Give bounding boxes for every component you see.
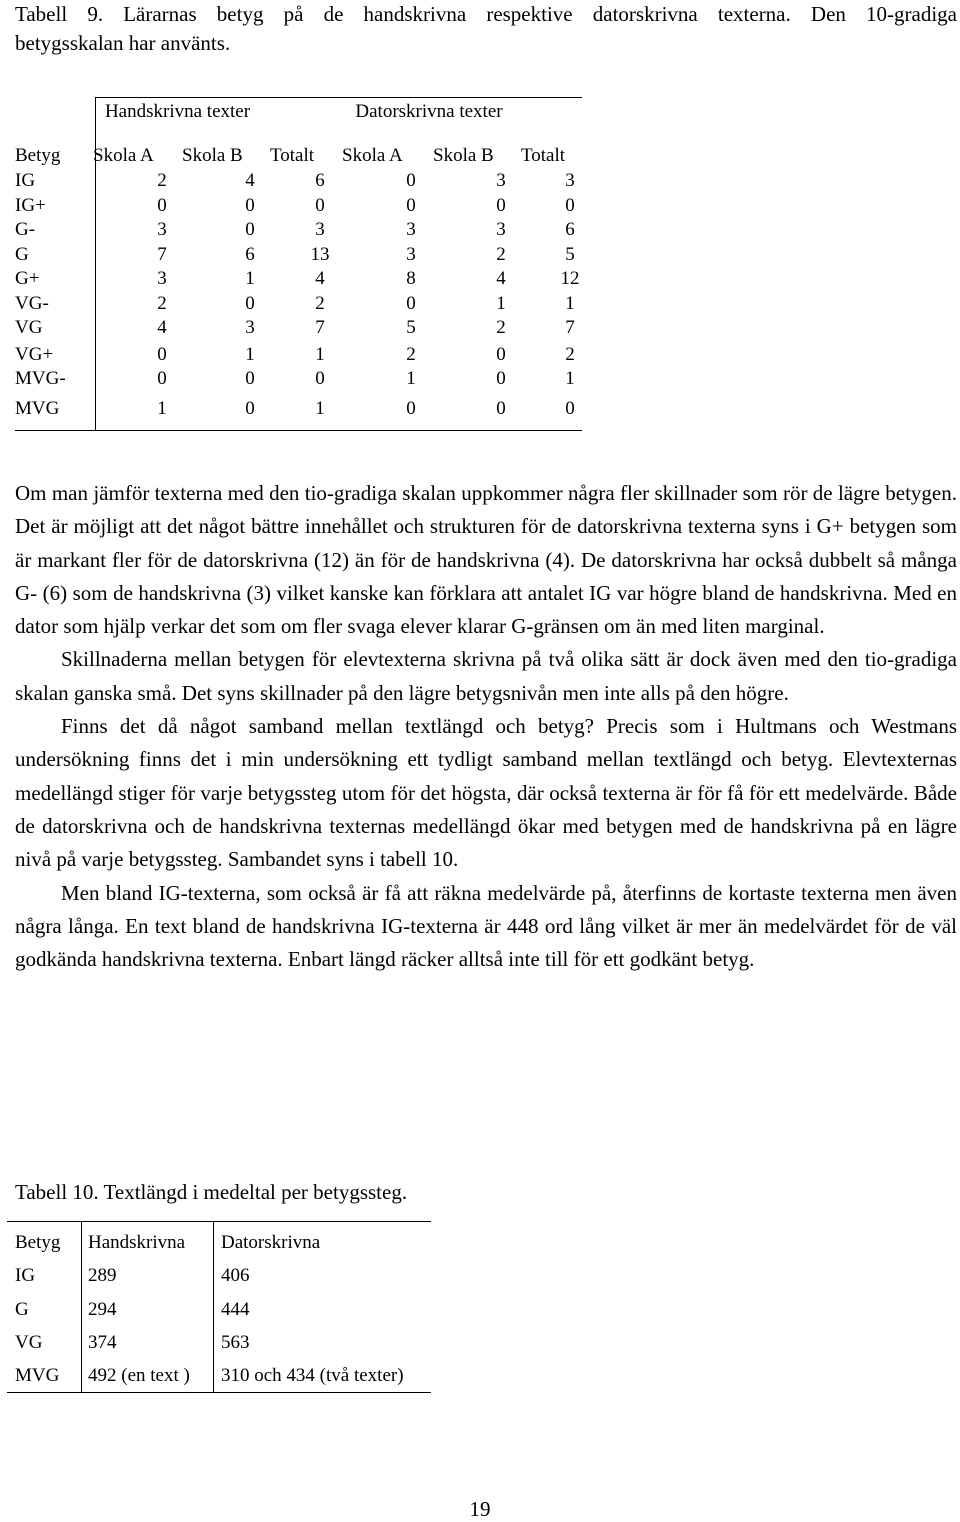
table-cell: 0 — [565, 398, 575, 419]
table-row — [15, 368, 582, 392]
table-cell: 444 — [221, 1299, 250, 1320]
row-label: G — [15, 1299, 29, 1320]
table-row — [7, 1265, 431, 1289]
table-cell: 406 — [221, 1265, 250, 1286]
table-row — [15, 244, 582, 268]
row-label: IG — [15, 170, 36, 191]
table-cell: 8 — [406, 268, 416, 289]
table-cell: 7 — [565, 317, 575, 338]
table-row — [7, 1299, 431, 1323]
table-cell: 1 — [315, 344, 325, 365]
table-cell: 4 — [496, 268, 506, 289]
row-label: VG — [15, 317, 43, 338]
table9-caption-line2: betygsskalan har använts. — [15, 31, 231, 55]
table-cell: 0 — [245, 219, 255, 240]
table10-header-row — [7, 1232, 431, 1256]
table10-caption: Tabell 10. Textlängd i medeltal per betygssteg. — [15, 1180, 408, 1204]
table-cell: 3 — [245, 317, 255, 338]
table9-top-rule — [95, 97, 582, 98]
table-cell: 6 — [245, 244, 255, 265]
paragraph: Finns det då något samband mellan textlängd och betyg? Precis som i Hultmans och Westmans undersökning finns det i min undersökning ett tydligt samband mellan textlängd och betyg. Elevtexternas medellängd stiger för varje betygssteg utom för det högsta, där också texterna är för få för ett medelvärde. Både de datorskrivna och de handskrivna texternas medellängd ökar med betygen med de handskrivna på en lägre nivå på varje betygssteg. Sambandet syns i tabell 10. — [15, 714, 957, 872]
table-cell: 13 — [310, 244, 330, 265]
row-label: G+ — [15, 268, 40, 289]
table-cell: 6 — [315, 170, 325, 191]
table-cell: 1 — [245, 268, 255, 289]
table-cell: 3 — [157, 219, 167, 240]
col-header-handwritten: Handskrivna — [88, 1232, 186, 1253]
col-header-typed: Datorskrivna — [221, 1232, 321, 1253]
table-row — [15, 293, 582, 317]
body-text — [15, 477, 957, 976]
table-cell: 0 — [496, 344, 506, 365]
table-row — [15, 170, 582, 194]
table-cell: 0 — [565, 195, 575, 216]
table-cell: 0 — [315, 195, 325, 216]
table-cell: 1 — [406, 368, 416, 389]
col-header-school-b-typed: Skola B — [433, 145, 494, 166]
paragraph: Men bland IG-texterna, som också är få att räkna medelvärde på, återfinns de kortaste texterna men även några långa. En text bland de handskrivna IG-texterna är 448 ord lång vilket är mer än medelvärdet för de väl godkända handskrivna texterna. Enbart längd räcker alltså inte till för ett godkänt betyg. — [15, 880, 957, 972]
table-cell: 2 — [157, 170, 167, 191]
table-cell: 374 — [88, 1332, 117, 1353]
table-cell: 5 — [565, 244, 575, 265]
table-cell: 0 — [245, 293, 255, 314]
paragraph: Om man jämför texterna med den tio-gradiga skalan uppkommer några fler skillnader som rör de lägre betygen. Det är möjligt att det något bättre innehållet och strukturen för de datorskrivna texterna syns i G+ betygen som är markant fler för de datorskrivna (12) än för de handskrivna (4). De datorskrivna har också dubbelt så många G- (6) som de handskrivna (3) vilket kanske kan förklara att antalet IG var högre bland de handskrivna. Med en dator som hjälp verkar det som om fler svaga elever klarar G-gränsen om än med liten marginal. — [15, 481, 957, 639]
table-cell: 0 — [315, 368, 325, 389]
table-cell: 2 — [406, 344, 416, 365]
group-header-handwritten: Handskrivna texter — [104, 101, 251, 122]
row-label: MVG — [15, 398, 60, 419]
table10-top-rule — [7, 1221, 431, 1222]
table-cell: 3 — [496, 219, 506, 240]
table-cell: 0 — [496, 398, 506, 419]
table-row — [15, 268, 582, 292]
row-label: VG- — [15, 293, 49, 314]
table-cell: 0 — [406, 398, 416, 419]
row-label: MVG- — [15, 368, 66, 389]
table-cell: 7 — [315, 317, 325, 338]
table-cell: 4 — [157, 317, 167, 338]
row-label: VG — [15, 1332, 43, 1353]
table-cell: 0 — [406, 293, 416, 314]
table-cell: 1 — [565, 368, 575, 389]
table-cell: 1 — [315, 398, 325, 419]
text-length-table — [7, 1221, 431, 1393]
table-cell: 0 — [245, 398, 255, 419]
table-cell: 0 — [496, 195, 506, 216]
row-label: G- — [15, 219, 36, 240]
paragraph: Skillnaderna mellan betygen för elevtexterna skrivna på två olika sätt är dock även med den tio-gradiga skalan ganska små. Det syns skillnader på den lägre betygsnivån men inte alls på den högre. — [15, 647, 957, 705]
table-cell: 3 — [157, 268, 167, 289]
grades-table — [15, 97, 582, 431]
table-cell: 5 — [406, 317, 416, 338]
table-row — [7, 1332, 431, 1356]
col-header-grade: Betyg — [15, 145, 61, 166]
table-cell: 0 — [496, 368, 506, 389]
table-cell: 2 — [565, 344, 575, 365]
col-header-total-hand: Totalt — [270, 145, 315, 166]
table-cell: 1 — [245, 344, 255, 365]
col-header-school-a-hand: Skola A — [93, 145, 154, 166]
table-cell: 2 — [315, 293, 325, 314]
table-row — [15, 398, 582, 422]
row-label: VG+ — [15, 344, 54, 365]
table-cell: 0 — [157, 368, 167, 389]
table-cell: 563 — [221, 1332, 250, 1353]
col-header-total-typed: Totalt — [521, 145, 566, 166]
table-cell: 2 — [496, 244, 506, 265]
table-cell: 7 — [157, 244, 167, 265]
row-label: IG — [15, 1265, 36, 1286]
table-row — [15, 344, 582, 368]
table-cell: 3 — [406, 244, 416, 265]
table-cell: 0 — [406, 170, 416, 191]
table-cell: 6 — [565, 219, 575, 240]
table-row — [15, 219, 582, 243]
table-cell: 289 — [88, 1265, 117, 1286]
table-cell: 3 — [406, 219, 416, 240]
row-label: IG+ — [15, 195, 46, 216]
table9-column-headers — [15, 145, 582, 169]
table-cell: 4 — [245, 170, 255, 191]
col-header-school-a-typed: Skola A — [342, 145, 403, 166]
table-cell: 0 — [245, 368, 255, 389]
table-cell: 2 — [157, 293, 167, 314]
table-cell: 0 — [406, 195, 416, 216]
table9-caption-line1: Tabell 9. Lärarnas betyg på de handskrivna respektive datorskrivna texterna. Den 10-gradiga — [15, 2, 957, 26]
table-cell: 0 — [157, 344, 167, 365]
table-cell: 294 — [88, 1299, 117, 1320]
table-cell: 1 — [565, 293, 575, 314]
table-cell: 0 — [157, 195, 167, 216]
table-row — [15, 195, 582, 219]
table-cell: 3 — [315, 219, 325, 240]
page-number: 19 — [469, 1497, 491, 1521]
table-row — [15, 317, 582, 341]
row-label: G — [15, 244, 29, 265]
row-label: MVG — [15, 1365, 60, 1386]
table-cell: 1 — [157, 398, 167, 419]
table-row — [7, 1365, 431, 1389]
table10-bottom-rule — [7, 1392, 431, 1393]
table-cell: 12 — [560, 268, 580, 289]
table-cell: 3 — [496, 170, 506, 191]
table-cell: 2 — [496, 317, 506, 338]
table-cell: 0 — [245, 195, 255, 216]
group-header-typed: Datorskrivna texter — [355, 101, 503, 122]
table-cell: 3 — [565, 170, 575, 191]
table-cell: 1 — [496, 293, 506, 314]
table-cell: 4 — [315, 268, 325, 289]
col-header-grade: Betyg — [15, 1232, 61, 1253]
table9-bottom-rule — [15, 430, 582, 431]
table9-caption — [15, 0, 957, 58]
table-cell: 492 (en text ) — [88, 1365, 190, 1386]
table-cell: 310 och 434 (två texter) — [221, 1365, 404, 1386]
col-header-school-b-hand: Skola B — [182, 145, 243, 166]
